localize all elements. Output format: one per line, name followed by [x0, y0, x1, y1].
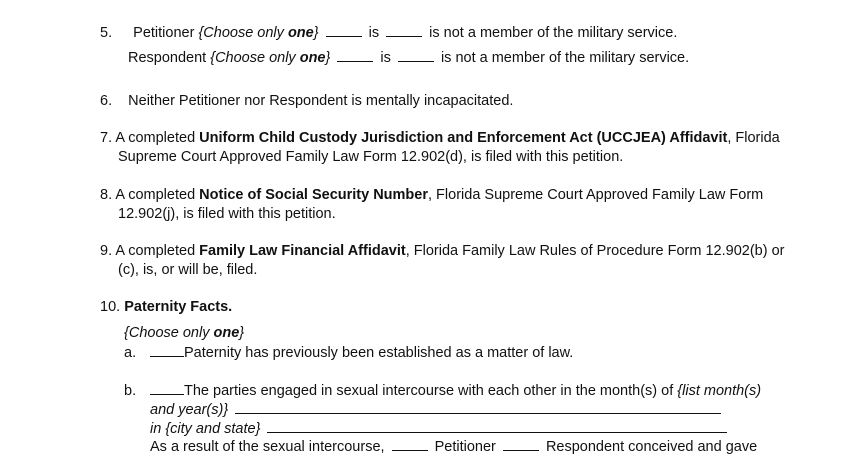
petitioner-blank-1[interactable]: [326, 22, 362, 37]
item-9-pre: A completed: [115, 243, 200, 259]
choose-prefix: {Choose only: [124, 325, 214, 341]
item-8-bold: Notice of Social Security Number: [199, 187, 428, 203]
choose-suffix: }: [239, 325, 245, 341]
item-9-post: , Florida Family Law Rules of Procedure Form 12.902(b) or: [405, 243, 785, 259]
paternity-facts-title: Paternity Facts.: [124, 299, 233, 315]
item-9-line2-text: (c), is, or will be, filed.: [118, 262, 258, 278]
option-b-list-months: {list month(s): [677, 383, 762, 399]
item-7-pre: A completed: [115, 130, 200, 146]
item-8-post: , Florida Supreme Court Approved Family Law Form: [428, 187, 764, 203]
option-b-line4-post: Respondent conceived and gave: [545, 439, 758, 455]
option-b-city-state-label: in {city and state}: [150, 421, 261, 437]
option-a-label: a.: [124, 345, 137, 361]
option-a-blank[interactable]: [150, 342, 184, 357]
item-8-pre: A completed: [115, 187, 200, 203]
choose-prefix: {Choose only: [210, 50, 300, 66]
item-7-number: 7.: [100, 130, 113, 146]
is-word: is: [380, 50, 391, 66]
petitioner-label: Petitioner: [133, 25, 195, 41]
respondent-label: Respondent: [128, 50, 207, 66]
item-7-line2-text: Supreme Court Approved Family Law Form 12.902(d), is filed with this petition.: [118, 149, 624, 165]
item-9-line-2: [118, 261, 257, 279]
option-b-line-1: [124, 380, 761, 400]
option-b-line-2: [150, 399, 724, 419]
item-6: [100, 92, 513, 110]
item-6-text: Neither Petitioner nor Respondent is mentally incapacitated.: [128, 93, 514, 109]
choose-suffix: }: [313, 25, 319, 41]
item-9-bold: Family Law Financial Affidavit: [199, 243, 406, 259]
item-10-choose-line: [124, 324, 244, 342]
petitioner-blank-2[interactable]: [386, 22, 422, 37]
option-b-blank[interactable]: [150, 380, 184, 395]
option-b-line-3: [150, 418, 730, 438]
option-b-years-label: and year(s)}: [150, 402, 229, 418]
option-b-line-4: [150, 436, 757, 456]
city-state-field[interactable]: [267, 418, 727, 433]
option-b-label: b.: [124, 383, 137, 399]
option-b-text: The parties engaged in sexual intercourse with each other in the month(s) of: [184, 383, 678, 399]
choose-word: one: [299, 50, 326, 66]
item-6-number: 6.: [100, 93, 113, 109]
option-a-text: Paternity has previously been established as a matter of law.: [184, 345, 574, 361]
option-a-line: [124, 342, 573, 362]
item-8-line2-text: 12.902(j), is filed with this petition.: [118, 206, 336, 222]
choose-suffix: }: [325, 50, 331, 66]
item-5-line-2: [128, 47, 689, 67]
months-years-field[interactable]: [235, 399, 721, 414]
item-7-bold: Uniform Child Custody Jurisdiction and Enforcement Act (UCCJEA) Affidavit: [199, 130, 728, 146]
petitioner-conceived-blank[interactable]: [392, 436, 428, 451]
respondent-blank-1[interactable]: [337, 47, 373, 62]
respondent-blank-2[interactable]: [398, 47, 434, 62]
is-word: is: [368, 25, 380, 41]
item-5-line-1: [100, 22, 677, 42]
item-7-post: , Florida: [727, 130, 780, 146]
item-8-line-2: [118, 205, 336, 223]
item-8-number: 8.: [100, 187, 113, 203]
not-member-text: is not a member of the military service.: [429, 25, 678, 41]
item-5-number: 5.: [100, 25, 113, 41]
choose-word: one: [287, 25, 314, 41]
choose-word: one: [213, 325, 240, 341]
item-7-line-2: [118, 148, 623, 166]
choose-prefix: {Choose only: [198, 25, 288, 41]
item-10-number: 10.: [100, 299, 121, 315]
item-10-title-line: [100, 298, 232, 316]
respondent-conceived-blank[interactable]: [503, 436, 539, 451]
not-member-text: is not a member of the military service.: [440, 50, 690, 66]
item-7-line-1: [100, 129, 780, 147]
item-9-number: 9.: [100, 243, 113, 259]
option-b-petitioner: Petitioner: [434, 439, 496, 455]
item-8-line-1: [100, 186, 763, 204]
item-9-line-1: [100, 242, 784, 260]
option-b-line4-pre: As a result of the sexual intercourse,: [150, 439, 385, 455]
